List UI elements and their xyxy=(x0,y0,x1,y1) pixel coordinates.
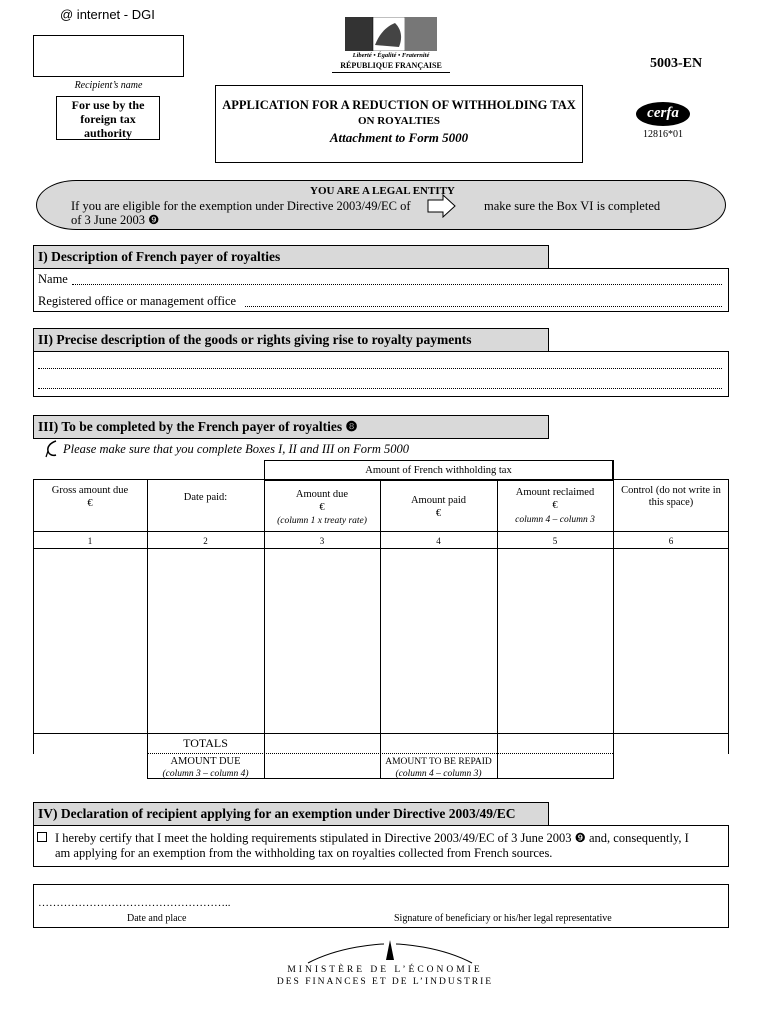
amount-header: Amount of French withholding tax xyxy=(365,465,512,476)
amount-repaid-sub: (column 4 – column 3) xyxy=(395,769,482,779)
certify-checkbox[interactable] xyxy=(37,832,47,842)
cerfa-number: 12816*01 xyxy=(643,129,683,140)
col-number-6: 6 xyxy=(668,536,674,546)
col4-unit: € xyxy=(435,508,442,519)
section3-title: III) To be completed by the French payer of royalties ❽ xyxy=(38,419,358,434)
col-number-3: 3 xyxy=(319,536,325,546)
internet-dgi-label: @ internet - DGI xyxy=(60,7,155,22)
section1-title: I) Description of French payer of royalties xyxy=(38,249,281,264)
name-field[interactable] xyxy=(72,284,722,285)
office-label: Registered office or management office xyxy=(38,294,237,308)
signature-field[interactable] xyxy=(394,890,714,910)
totals-label: TOTALS xyxy=(183,736,228,750)
col-number-5: 5 xyxy=(552,536,558,546)
col4-header: Amount paid xyxy=(410,495,467,506)
amount-reclaimed-entry[interactable] xyxy=(498,549,612,733)
col-number-1: 1 xyxy=(87,536,93,546)
date-paid-entry[interactable] xyxy=(148,549,263,733)
recipient-name-field[interactable] xyxy=(33,35,184,77)
form-code: 5003-EN xyxy=(650,56,703,71)
amount-paid-entry[interactable] xyxy=(381,549,496,733)
col3-header: Amount due xyxy=(295,489,349,500)
date-place-field[interactable]: …………………………………………….. xyxy=(38,897,231,909)
section4-line2: am applying for an exemption from the withholding tax on royalties collected from French sources. xyxy=(55,846,553,860)
marianne-logo xyxy=(345,17,437,51)
amount-repaid-total-field[interactable] xyxy=(498,754,612,778)
date-place-label: Date and place xyxy=(127,913,187,924)
legal-entity-heading: YOU ARE A LEGAL ENTITY xyxy=(310,185,455,197)
legal-entity-line1: If you are eligible for the exemption under Directive 2003/49/EC of xyxy=(71,199,411,213)
section4-line1: I hereby certify that I meet the holding requirements stipulated in Directive 2003/49/EC of 3 June 2003 ❾ and, consequently, I xyxy=(55,831,689,845)
ministry-line2: DES FINANCES ET DE L’INDUSTRIE xyxy=(276,977,494,987)
table-bottom-mask-left xyxy=(32,754,147,781)
signature-label: Signature of beneficiary or his/her legal representative xyxy=(394,913,612,924)
section2-box xyxy=(33,351,729,397)
ministry-line1: MINISTÈRE DE L’ÉCONOMIE xyxy=(287,965,483,975)
amount-due-total-field[interactable] xyxy=(265,754,379,778)
motto: Liberté • Égalité • Fraternité xyxy=(352,52,430,59)
col2-header: Date paid: xyxy=(183,492,228,503)
title-line1: APPLICATION FOR A REDUCTION OF WITHHOLDING TAX xyxy=(222,98,576,112)
legal-entity-right: make sure the Box VI is completed xyxy=(484,199,661,213)
legal-entity-line2: of 3 June 2003 ❾ xyxy=(71,213,160,227)
title-line2: ON ROYALTIES xyxy=(357,115,441,127)
for-use-by-label: For use by the foreign tax authority xyxy=(71,98,145,140)
ministry-logo-icon xyxy=(300,938,480,964)
cerfa-logo: cerfa xyxy=(636,102,690,126)
title-line3: Attachment to Form 5000 xyxy=(329,130,469,145)
col5-sub: column 4 – column 3 xyxy=(515,515,595,525)
name-label: Name xyxy=(38,272,68,286)
col5-unit: € xyxy=(552,500,558,511)
description-line1[interactable] xyxy=(38,368,722,369)
totals-top-line xyxy=(33,733,729,734)
amount-due-entry[interactable] xyxy=(265,549,379,733)
republique-francaise: RÉPUBLIQUE FRANÇAISE xyxy=(340,61,442,70)
pen-hand-icon xyxy=(44,440,60,458)
amount-due-label: AMOUNT DUE xyxy=(170,756,241,767)
republique-underline xyxy=(332,72,450,73)
col3-unit: € xyxy=(319,502,325,513)
col6-header: Control (do not write in this space) xyxy=(621,485,721,508)
section2-title: II) Precise description of the goods or rights giving rise to royalty payments xyxy=(38,332,472,347)
right-arrow-icon xyxy=(427,194,457,218)
gross-amount-entry[interactable] xyxy=(34,549,146,733)
col-number-2: 2 xyxy=(203,536,208,546)
office-field[interactable] xyxy=(245,306,722,307)
col-number-4: 4 xyxy=(436,536,441,546)
header-row-line xyxy=(33,531,729,532)
amount-repaid-label: AMOUNT TO BE REPAID xyxy=(385,757,492,767)
description-line2[interactable] xyxy=(38,388,722,389)
table-bottom-mask-right xyxy=(614,754,731,781)
section4-title: IV) Declaration of recipient applying for an exemption under Directive 2003/49/EC xyxy=(38,806,516,821)
recipient-name-label: Recipient’s name xyxy=(74,80,143,91)
col5-header: Amount reclaimed xyxy=(515,487,595,498)
col1-unit: € xyxy=(87,498,93,509)
section3-note: Please make sure that you complete Boxes I, II and III on Form 5000 xyxy=(63,442,409,456)
col3-sub: (column 1 x treaty rate) xyxy=(277,516,367,526)
amount-due-sub: (column 3 – column 4) xyxy=(162,769,249,779)
col1-header: Gross amount due xyxy=(51,485,129,496)
